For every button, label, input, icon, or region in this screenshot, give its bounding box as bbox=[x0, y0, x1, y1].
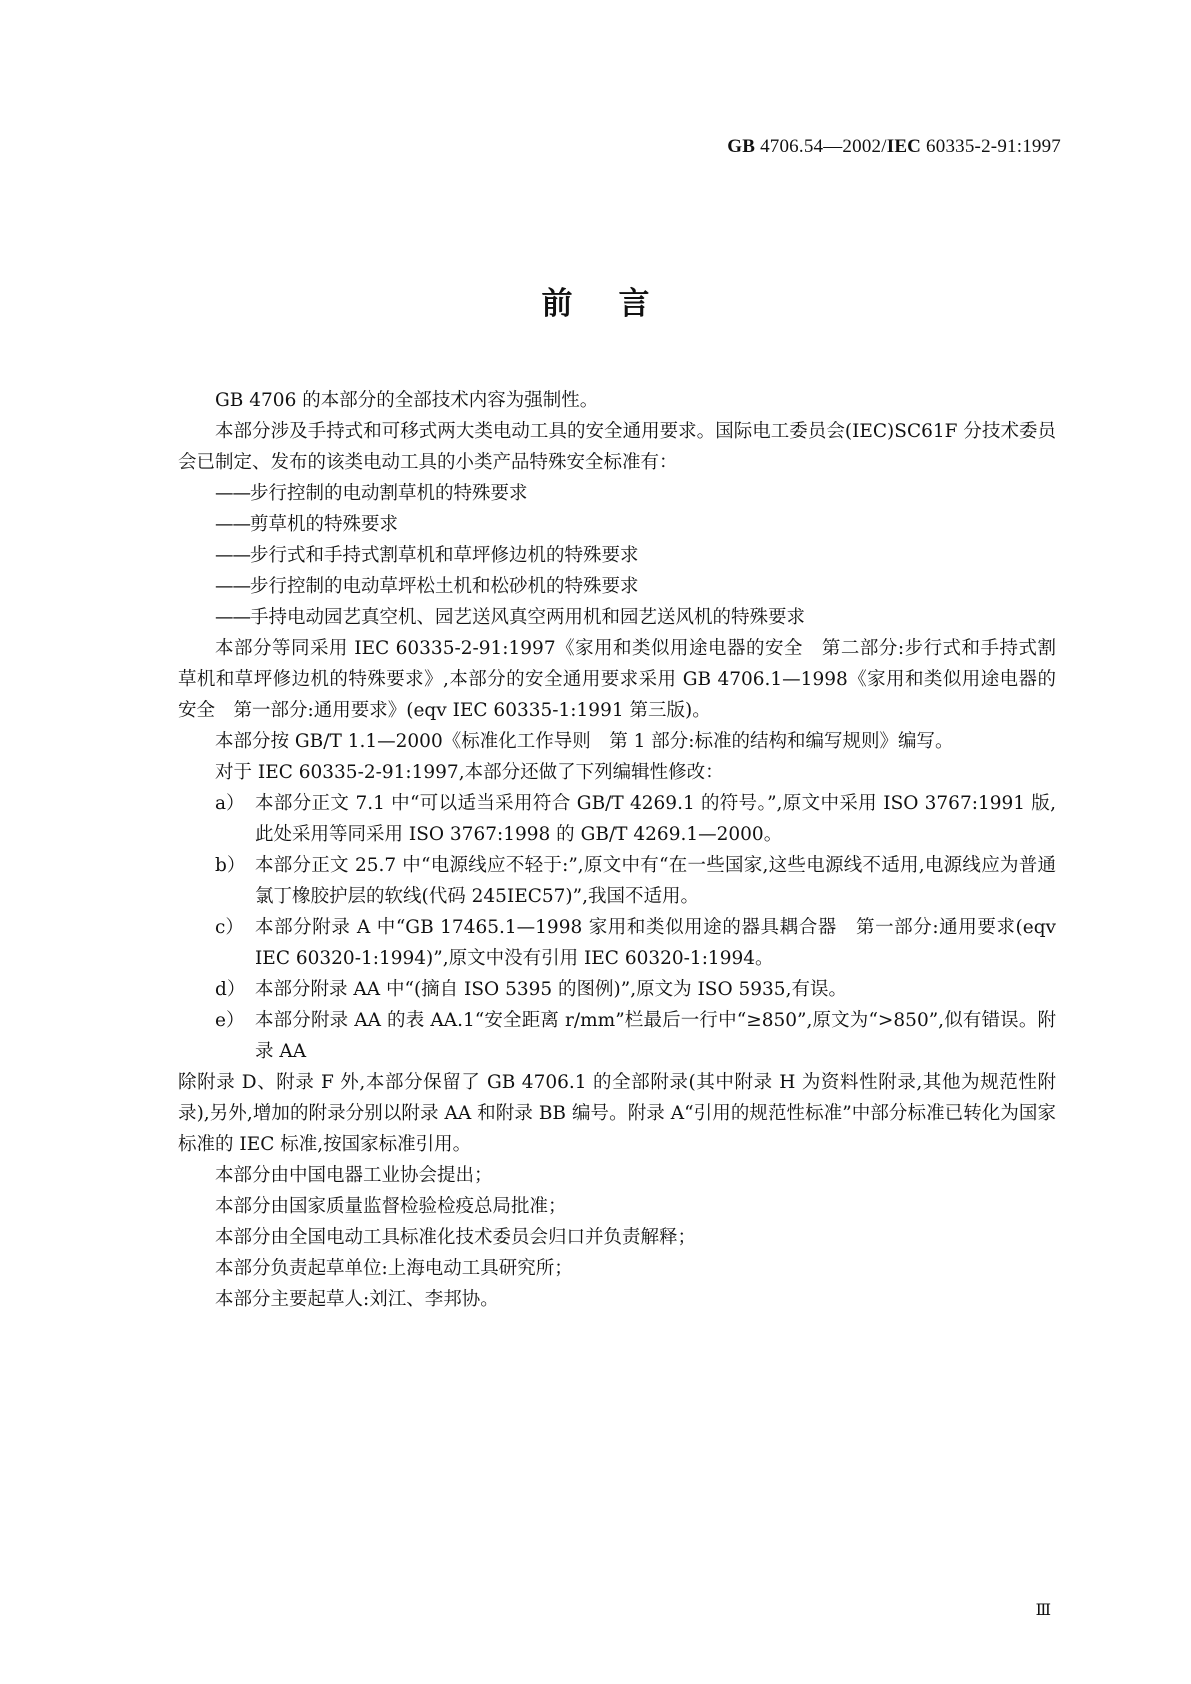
dash-item-text: 手持电动园艺真空机、园艺送风真空两用机和园艺送风机的特殊要求 bbox=[250, 607, 806, 628]
std1-rest: 4706.54—2002/ bbox=[755, 136, 887, 157]
dash-mark: —— bbox=[215, 483, 250, 504]
list-item-text: 本部分附录 A 中“GB 17465.1—1998 家用和类似用途的器具耦合器 第一部分:通用要求(eqv IEC 60320-1:1994)”,原文中没有引用 IEC 60320-1:1994。 bbox=[255, 917, 1056, 969]
dash-item bbox=[178, 540, 1056, 571]
paragraph-annexes: 除附录 D、附录 F 外,本部分保留了 GB 4706.1 的全部附录(其中附录 H 为资料性附录,其他为规范性附录),另外,增加的附录分别以附录 AA 和附录 BB 编号。附录 A“引用的规范性标准”中部分标准已转化为国家标准的 IEC 标准,按国家标准引用。 bbox=[178, 1072, 1056, 1155]
paragraph-drafting-unit: 本部分负责起草单位:上海电动工具研究所； bbox=[215, 1258, 573, 1279]
list-item bbox=[178, 912, 1056, 974]
list-item-text: 本部分正文 25.7 中“电源线应不轻于:”,原文中有“在一些国家,这些电源线不适用,电源线应为普通氯丁橡胶护层的软线(代码 245IEC57)”,我国不适用。 bbox=[255, 855, 1056, 907]
paragraph-editorial-changes: 对于 IEC 60335-2-91:1997,本部分还做了下列编辑性修改： bbox=[215, 762, 724, 783]
list-item-text: 本部分附录 AA 中“(摘自 ISO 5395 的图例)”,原文为 ISO 5935,有误。 bbox=[255, 979, 847, 1000]
list-item-label: c） bbox=[215, 917, 244, 938]
list-item bbox=[178, 788, 1056, 850]
paragraph-drafting-rules: 本部分按 GB/T 1.1—2000《标准化工作导则 第 1 部分:标准的结构和编写规则》编写。 bbox=[215, 731, 954, 752]
list-item bbox=[178, 974, 1056, 1005]
dash-item-text: 步行控制的电动草坪松土机和松砂机的特殊要求 bbox=[250, 576, 639, 597]
dash-mark: —— bbox=[215, 607, 250, 628]
standard-number-header bbox=[727, 136, 1061, 158]
dash-item-text: 步行控制的电动割草机的特殊要求 bbox=[250, 483, 528, 504]
paragraph-approved-by: 本部分由国家质量监督检验检疫总局批准； bbox=[215, 1196, 567, 1217]
list-item bbox=[178, 1005, 1056, 1067]
page-number: Ⅲ bbox=[1035, 1600, 1051, 1619]
dash-mark: —— bbox=[215, 545, 250, 566]
dash-item bbox=[178, 509, 1056, 540]
paragraph-mandatory: GB 4706 的本部分的全部技术内容为强制性。 bbox=[215, 390, 599, 411]
paragraph-scope: 本部分涉及手持式和可移式两大类电动工具的安全通用要求。国际电工委员会(IEC)SC61F 分技术委员会已制定、发布的该类电动工具的小类产品特殊安全标准有： bbox=[178, 421, 1056, 473]
list-item-label: a） bbox=[215, 793, 245, 814]
list-item-label: d） bbox=[215, 979, 246, 1000]
std2-code: IEC bbox=[886, 136, 922, 157]
paragraph-interpreted-by: 本部分由全国电动工具标准化技术委员会归口并负责解释； bbox=[215, 1227, 697, 1248]
dash-mark: —— bbox=[215, 514, 250, 535]
paragraph-adoption: 本部分等同采用 IEC 60335-2-91:1997《家用和类似用途电器的安全 第二部分:步行式和手持式割草机和草坪修边机的特殊要求》,本部分的安全通用要求采用 GB 4706.1—1998《家用和类似用途电器的安全 第一部分:通用要求》(eqv IEC 60335-1:1991 第三版)。 bbox=[178, 638, 1056, 721]
dash-mark: —— bbox=[215, 576, 250, 597]
dash-item-text: 步行式和手持式割草机和草坪修边机的特殊要求 bbox=[250, 545, 639, 566]
dash-item bbox=[178, 478, 1056, 509]
dash-item-text: 剪草机的特殊要求 bbox=[250, 514, 399, 535]
paragraph-proposed-by: 本部分由中国电器工业协会提出； bbox=[215, 1165, 493, 1186]
list-item bbox=[178, 850, 1056, 912]
std1-code: GB bbox=[727, 136, 756, 157]
page-title: 前言 bbox=[541, 286, 696, 322]
dash-item bbox=[178, 571, 1056, 602]
list-item-label: e） bbox=[215, 1010, 245, 1031]
dash-item bbox=[178, 602, 1056, 633]
std2-rest: 60335-2-91:1997 bbox=[921, 136, 1061, 157]
paragraph-drafters: 本部分主要起草人:刘江、李邦协。 bbox=[215, 1289, 499, 1310]
list-item-label: b） bbox=[215, 855, 246, 876]
list-item-text: 本部分附录 AA 的表 AA.1“安全距离 r/mm”栏最后一行中“≥850”,原文为“>850”,似有错误。附录 AA bbox=[255, 1010, 1056, 1062]
foreword-body bbox=[178, 385, 1056, 1315]
list-item-text: 本部分正文 7.1 中“可以适当采用符合 GB/T 4269.1 的符号。”,原文中采用 ISO 3767:1991 版,此处采用等同采用 ISO 3767:1998 的 GB/T 4269.1—2000。 bbox=[255, 793, 1056, 845]
